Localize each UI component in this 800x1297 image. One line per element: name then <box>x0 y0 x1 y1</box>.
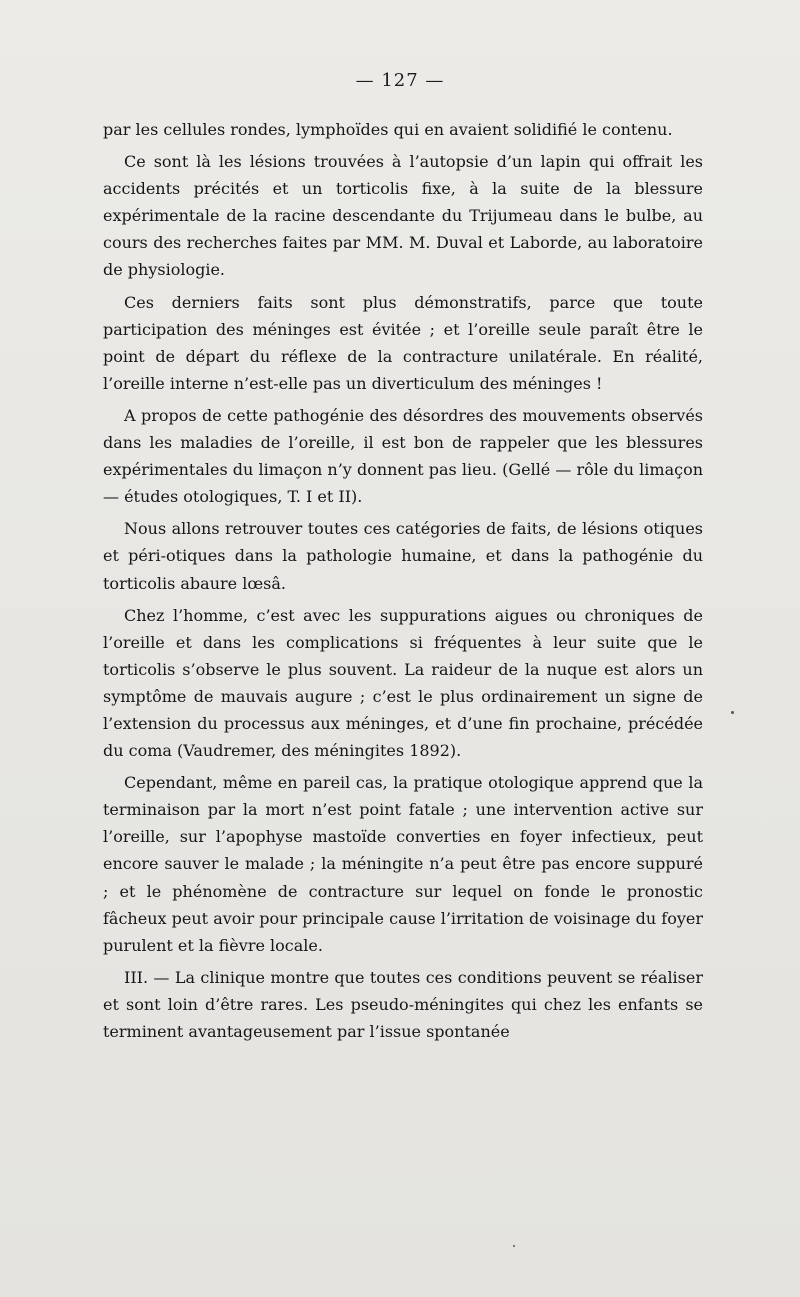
paragraph-1: par les cellules rondes, lymphoïdes qui en avaient solidifié le contenu. <box>103 120 673 139</box>
print-speck <box>513 1245 515 1247</box>
paragraph-3: Ces derniers faits sont plus démonstratifs, parce que toute participation des méninges est évitée ; et l’oreille seule paraît être le point de départ du réflexe de la contracture unilatérale. En réalité, l’oreille interne n’est-elle pas un diverticulum des méninges ! <box>103 292 703 393</box>
body-text <box>103 116 703 1050</box>
paragraph-4: A propos de cette pathogénie des désordres des mouvements observés dans les maladies de l’oreille, il est bon de rappeler que les blessures expérimentales du limaçon n’y donnent pas lieu. (Gellé — rôle du limaçon — études otologiques, T. I et II). <box>103 405 703 507</box>
paragraph-5: Nous allons retrouver toutes ces catégories de faits, de lésions otiques et péri-otiques dans la pathologie humaine, et dans la pathogénie du torticolis abaure lœsâ. <box>103 519 703 593</box>
print-speck <box>731 711 734 714</box>
paragraph-7: Cependant, même en pareil cas, la pratique otologique apprend que la terminaison par la mort n’est point fatale ; une intervention active sur l’oreille, sur l’apophyse mastoïde converties en foyer infectieux, peut encore sauver le malade ; la méningite n’a peut être pas encore suppuré ; et le phénomène de contracture sur lequel on fonde le pronostic fâcheux peut avoir pour principale cause l’irritation de voisinage du foyer purulent et la fièvre locale. <box>103 773 703 955</box>
page-number: — 127 — <box>355 70 445 91</box>
paragraph-6: Chez l’homme, c’est avec les suppurations aigues ou chroniques de l’oreille et dans les complications si fréquentes à leur suite que le torticolis s’observe le plus souvent. La raideur de la nuque est alors un symptôme de mauvais augure ; c’est le plus ordinairement un signe de l’extension du processus aux méninges, et d’une fin prochaine, précédée du coma (Vaudremer, des méningites 1892). <box>103 605 703 761</box>
paragraph-8: III. — La clinique montre que toutes ces conditions peuvent se réaliser et sont loin d’être rares. Les pseudo-méningites qui chez les enfants se terminent avantageusement par l’issue spontanée <box>103 967 703 1041</box>
paragraph-2: Ce sont là les lésions trouvées à l’autopsie d’un lapin qui offrait les accidents précités et un torticolis fixe, à la suite de la blessure expérimentale de la racine descendante du Trijumeau dans le bulbe, au cours des recherches faites par MM. M. Duval et Laborde, au laboratoire de physiologie. <box>103 152 703 280</box>
